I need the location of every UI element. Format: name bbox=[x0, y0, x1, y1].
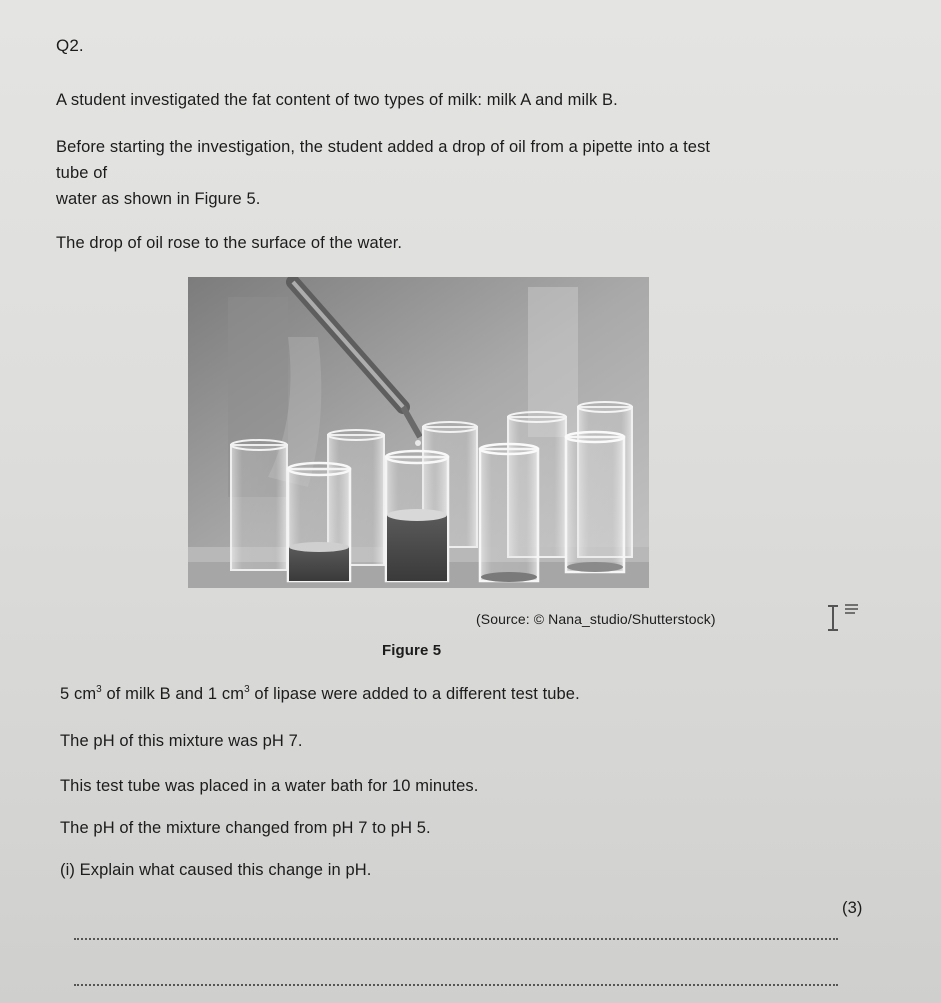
setup-text-line-1: Before starting the investigation, the student added a drop of oil from a pipette into a test bbox=[56, 138, 711, 156]
question-text: (i) Explain what caused this change in pH. bbox=[60, 861, 372, 879]
unit-exponent-2: 3 bbox=[244, 683, 250, 695]
setup-text-line-2: tube of bbox=[56, 164, 108, 182]
milk-volume: 5 bbox=[60, 685, 70, 703]
marks-label: (3) bbox=[842, 899, 863, 917]
figure-caption: Figure 5 bbox=[382, 642, 442, 659]
method-text bbox=[60, 684, 580, 704]
question-number: Q2. bbox=[56, 36, 84, 55]
ph-start-text: The pH of this mixture was pH 7. bbox=[60, 732, 303, 750]
unit-exponent-1: 3 bbox=[96, 683, 102, 695]
answer-line-1[interactable] bbox=[74, 938, 838, 940]
unit-cm-1: cm bbox=[73, 685, 97, 703]
water-bath-text: This test tube was placed in a water bath for 10 minutes. bbox=[60, 777, 479, 795]
lipase-volume: 1 bbox=[207, 685, 218, 703]
figure-5-photo bbox=[188, 277, 649, 588]
unit-cm-2: cm bbox=[221, 685, 245, 703]
lipase-text: of lipase were added to a different test tube. bbox=[249, 685, 580, 703]
figure-source: (Source: © Nana_studio/Shutterstock) bbox=[476, 611, 716, 627]
answer-line-2[interactable] bbox=[74, 984, 838, 986]
text-cursor-icon bbox=[826, 601, 862, 633]
ph-change-text: The pH of the mixture changed from pH 7 to pH 5. bbox=[60, 819, 431, 837]
milk-text: of milk B and bbox=[101, 685, 208, 703]
observation-text: The drop of oil rose to the surface of the water. bbox=[56, 234, 403, 252]
setup-text-line-3: water as shown in Figure 5. bbox=[56, 190, 261, 208]
intro-text: A student investigated the fat content of two types of milk: milk A and milk B. bbox=[56, 91, 618, 109]
